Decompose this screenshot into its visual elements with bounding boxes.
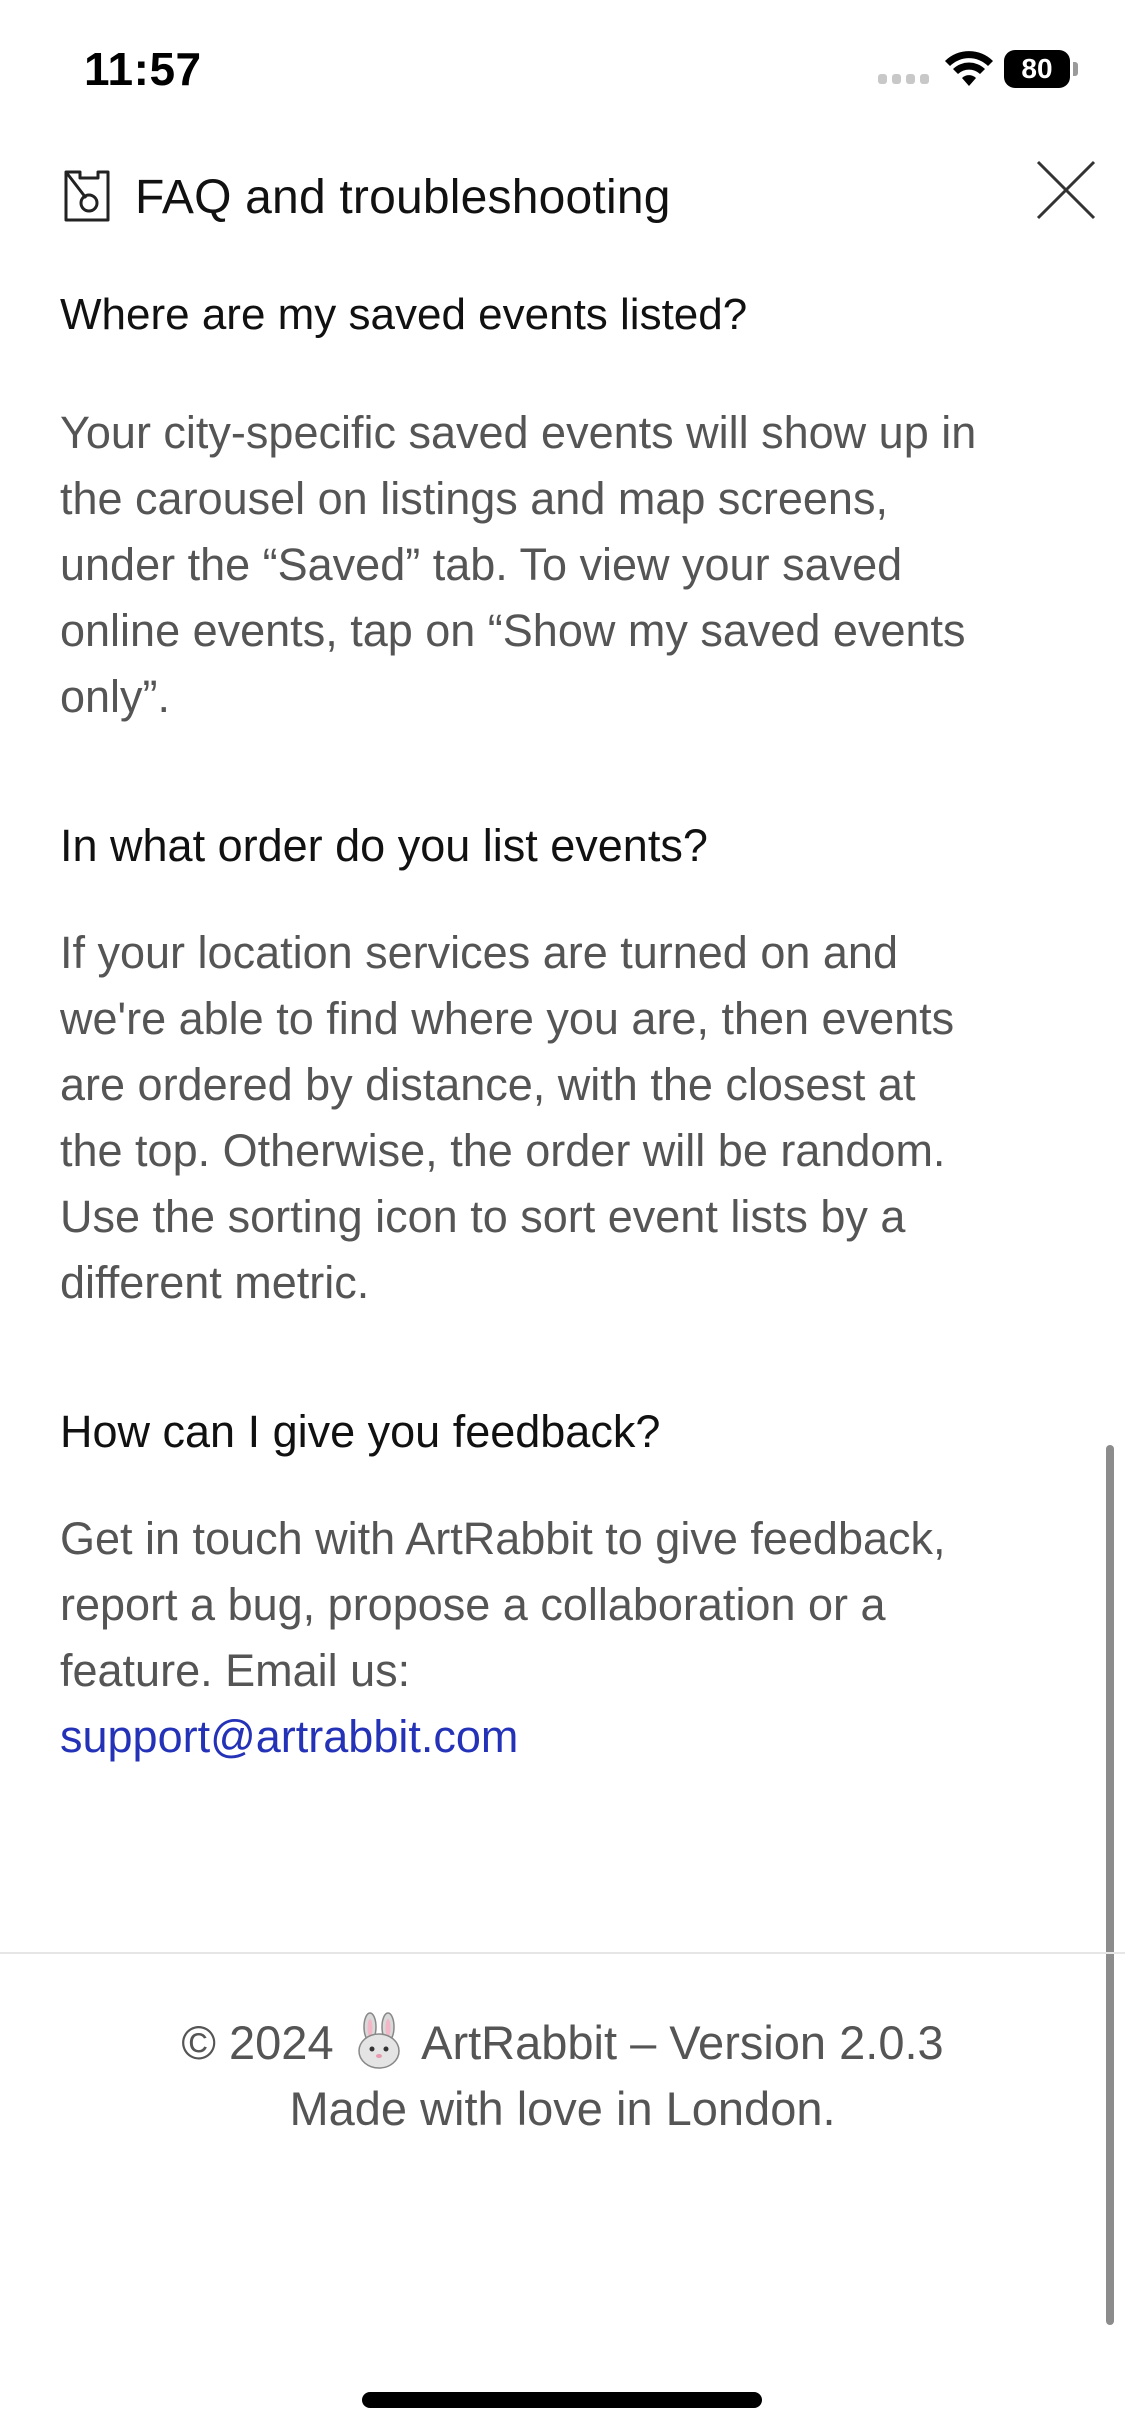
battery-icon — [1004, 50, 1078, 88]
page-title: FAQ and troubleshooting — [135, 171, 671, 224]
wifi-icon — [944, 52, 994, 88]
home-indicator[interactable] — [362, 2392, 762, 2408]
faq-question-feedback: How can I give you feedback? — [60, 1406, 661, 1457]
footer-tagline: Made with love in London. — [289, 2082, 836, 2135]
copyright-line — [0, 2010, 1125, 2076]
answer-line: are ordered by distance, with the closest at — [60, 1059, 916, 1110]
answer-line: report a bug, propose a collaboration or a — [60, 1579, 886, 1630]
answer-line: Get in touch with ArtRabbit to give feedback, — [60, 1513, 946, 1564]
answer-line: under the “Saved” tab. To view your saved — [60, 539, 903, 590]
faq-content[interactable] — [0, 290, 1125, 1940]
faq-question-partial: Where are my saved events listed? — [60, 290, 748, 339]
battery-level: 80 — [1004, 50, 1070, 88]
status-bar — [0, 0, 1125, 140]
copyright-prefix: © 2024 — [181, 2016, 334, 2069]
scrollbar[interactable] — [1106, 1445, 1114, 2325]
status-time: 11:57 — [84, 43, 202, 95]
modal-header — [0, 140, 1125, 260]
footer — [0, 2010, 1125, 2142]
answer-line: online events, tap on “Show my saved events — [60, 605, 966, 656]
answer-line: feature. Email us: — [60, 1645, 411, 1696]
signal-icon — [878, 72, 930, 84]
answer-line: Use the sorting icon to sort event lists by a — [60, 1191, 906, 1242]
faq-icon — [62, 168, 112, 224]
answer-line: the carousel on listings and map screens, — [60, 473, 888, 524]
answer-line: only”. — [60, 671, 171, 722]
answer-line: Your city-specific saved events will show up in — [60, 407, 977, 458]
close-icon[interactable] — [1030, 154, 1102, 226]
faq-question-order: In what order do you list events? — [60, 820, 708, 871]
footer-divider — [0, 1952, 1125, 1954]
answer-line: If your location services are turned on and — [60, 927, 898, 978]
faq-answer-saved-events — [60, 400, 1070, 730]
copyright-suffix: ArtRabbit – Version 2.0.3 — [421, 2016, 944, 2069]
support-email-link[interactable]: support@artrabbit.com — [60, 1711, 519, 1762]
answer-line: different metric. — [60, 1257, 370, 1308]
faq-answer-order — [60, 920, 1070, 1316]
faq-answer-feedback — [60, 1506, 1070, 1770]
rabbit-icon — [353, 2013, 405, 2069]
answer-line: we're able to find where you are, then events — [60, 993, 955, 1044]
answer-line: the top. Otherwise, the order will be random. — [60, 1125, 946, 1176]
